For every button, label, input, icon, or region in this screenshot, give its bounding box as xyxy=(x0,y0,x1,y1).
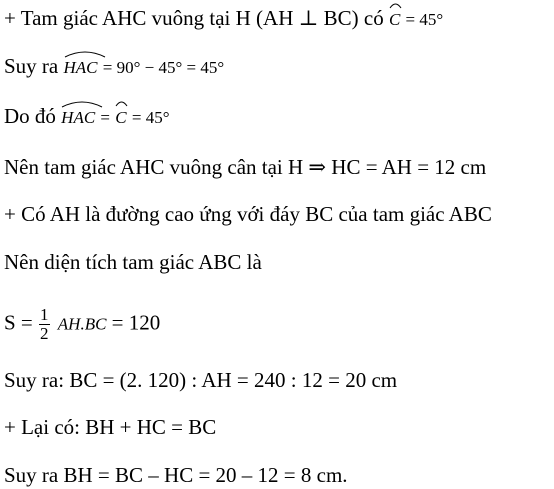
line-1-eq: = 45° xyxy=(405,10,444,29)
equals-sign: = xyxy=(100,108,111,127)
line-3 xyxy=(4,104,170,130)
line-2-eq: = 90° − 45° = 45° xyxy=(102,58,225,77)
angle-hac-label: HAC xyxy=(61,108,96,127)
line-7-area-formula xyxy=(4,306,160,343)
line-3-eq: = 45° xyxy=(131,108,170,127)
line-4: Nên tam giác AHC vuông cân tại H ⇒ HC = AH = 12 cm xyxy=(4,155,487,179)
fraction-denominator: 2 xyxy=(40,324,49,343)
line-3-text: Do đó xyxy=(4,104,56,128)
area-lhs: S = xyxy=(4,310,33,335)
angle-hac-label: HAC xyxy=(63,58,98,77)
area-expression: AH.BC xyxy=(57,314,107,334)
hat-mark xyxy=(389,1,402,9)
fraction-numerator: 1 xyxy=(40,305,49,324)
line-10: Suy ra BH = BC – HC = 20 – 12 = 8 cm. xyxy=(4,463,348,487)
angle-c-label: C xyxy=(388,10,401,29)
arc-mark xyxy=(61,99,103,108)
line-2-text: Suy ra xyxy=(4,54,59,78)
area-value: = 120 xyxy=(111,310,161,335)
angle-c xyxy=(115,104,126,130)
arc-mark xyxy=(64,49,106,58)
line-8: Suy ra: BC = (2. 120) : AH = 240 : 12 = 20 cm xyxy=(4,368,398,392)
line-6: Nên diện tích tam giác ABC là xyxy=(4,250,262,274)
line-1 xyxy=(4,6,443,32)
line-9: + Lại có: BH + HC = BC xyxy=(4,415,217,439)
angle-hac xyxy=(64,54,98,80)
angle-hac xyxy=(61,104,95,130)
angle-c-label: C xyxy=(115,108,127,127)
angle-c xyxy=(389,6,400,32)
line-5: + Có AH là đường cao ứng với đáy BC của tam giác ABC xyxy=(4,202,492,226)
hat-mark xyxy=(115,99,128,107)
fraction-one-half xyxy=(39,306,50,343)
line-1-text: + Tam giác AHC vuông tại H (AH ⊥ BC) có xyxy=(4,6,384,30)
line-2 xyxy=(4,54,224,80)
